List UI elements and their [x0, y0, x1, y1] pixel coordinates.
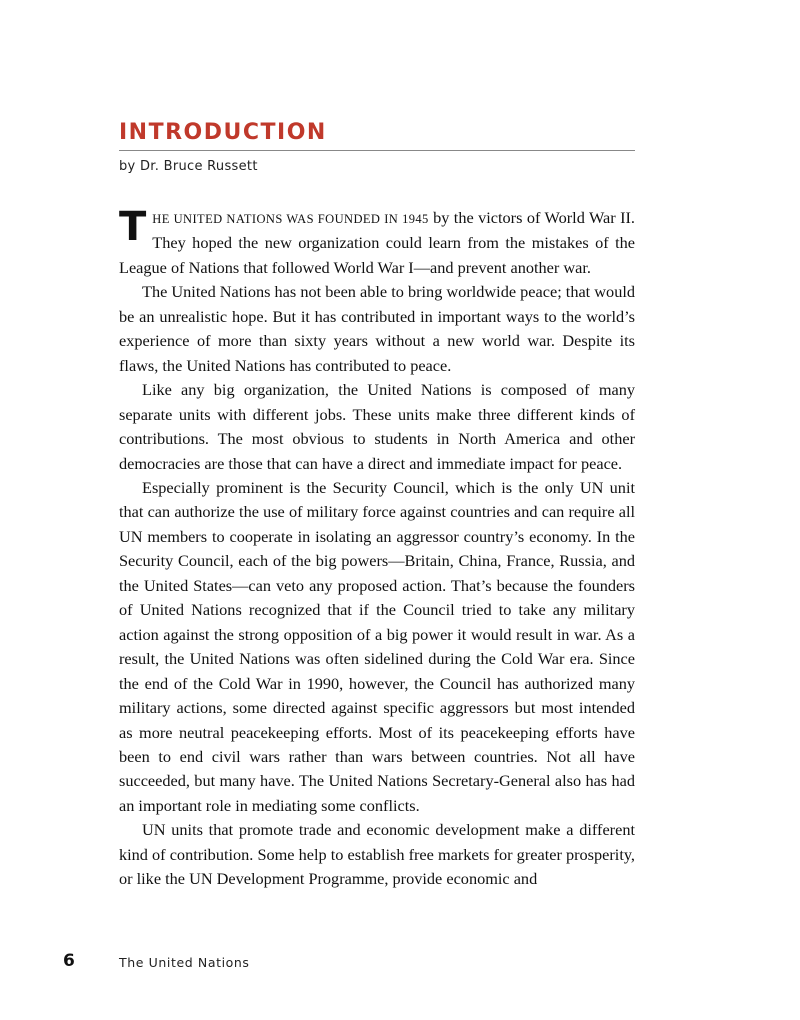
- chapter-heading: INTRODUCTION: [119, 120, 327, 145]
- paragraph: UN units that promote trade and economic development make a different kind of contribution. Some help to establish free markets for greater prosperity, or like the UN Development Programme, provide economic and: [119, 820, 635, 889]
- paragraph: Especially prominent is the Security Council, which is the only UN unit that can authorize the use of military force against countries and can require all UN members to cooperate in isolating an aggressor country’s economy. In the Security Council, each of the big powers—Britain, China, France, Russia, and the United States—can veto any proposed action. That’s because the founders of United Nations recognized that if the Council tried to take any military action against the strong opposition of a big power it would result in war. As a result, the United Nations was often sidelined during the Cold War era. Since the end of the Cold War in 1990, however, the Council has authorized many military actions, some directed against specific aggressors but most intended as more neutral peacekeeping efforts. Most of its peacekeeping efforts have been to end civil wars rather than wars between countries. Not all have succeeded, but many have. The United Nations Secretary-General also has had an important role in mediating some conflicts.: [119, 477, 635, 815]
- opening-text: by the victors of World War II. They hoped the new organization could learn from the mistakes of the League of Nations that followed World War I—and prevent another war.: [119, 208, 635, 277]
- body-text: [119, 206, 635, 892]
- paragraph: The United Nations has not been able to bring worldwide peace; that would be an unrealistic hope. But it has contributed in important ways to the world’s experience of more than sixty years without a new world war. Despite its flaws, the United Nations has contributed to peace.: [119, 282, 635, 375]
- drop-cap: T: [119, 204, 147, 250]
- opening-paragraph: [119, 206, 635, 280]
- author-byline: by Dr. Bruce Russett: [119, 159, 258, 174]
- heading-rule: [119, 150, 635, 151]
- opening-small-caps: HE UNITED NATIONS WAS FOUNDED IN 1945: [152, 212, 429, 226]
- page-number: 6: [63, 951, 75, 971]
- paragraph: Like any big organization, the United Nations is composed of many separate units with different jobs. These units make three different kinds of contributions. The most obvious to students in North America and other democracies are those that can have a direct and immediate impact for peace.: [119, 380, 635, 473]
- running-footer-title: The United Nations: [119, 955, 250, 970]
